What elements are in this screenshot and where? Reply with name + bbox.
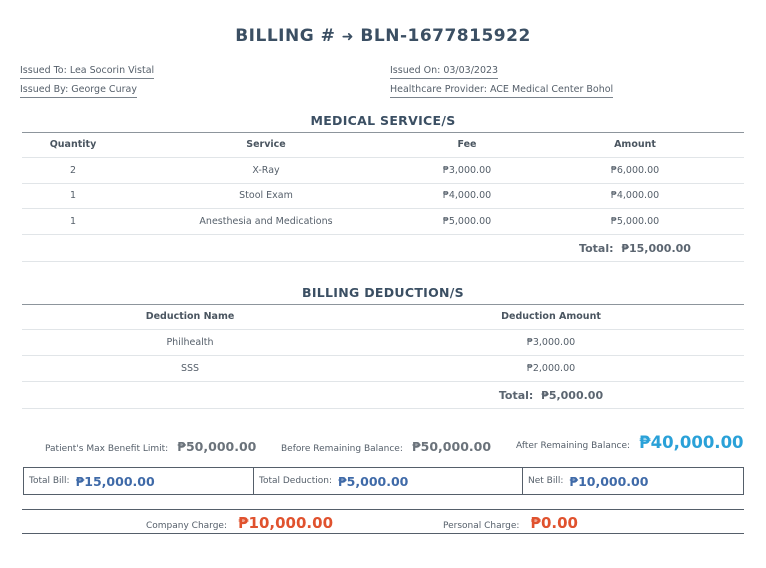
fee-cell: ₱3,000.00 xyxy=(442,165,492,176)
after-balance-value: ₱40,000.00 xyxy=(639,433,744,452)
fee-cell: ₱4,000.00 xyxy=(442,190,492,201)
after-balance-label: After Remaining Balance: xyxy=(516,441,631,451)
services-total-value: ₱15,000.00 xyxy=(621,242,691,255)
charges-row xyxy=(22,509,744,534)
max-benefit-limit xyxy=(45,436,256,455)
service-cell: X-Ray xyxy=(252,165,280,176)
quantity-cell: 1 xyxy=(69,216,77,227)
net-bill-box xyxy=(522,467,744,495)
before-balance-value: ₱50,000.00 xyxy=(411,439,492,454)
before-balance-label: Before Remaining Balance: xyxy=(281,444,403,454)
amount-cell: ₱4,000.00 xyxy=(610,190,660,201)
column-header-service: Service xyxy=(246,139,286,150)
services-total-label: Total: xyxy=(579,242,614,255)
total-bill-box xyxy=(23,467,254,495)
divider xyxy=(22,408,744,409)
amount-cell: ₱6,000.00 xyxy=(610,165,660,176)
billing-number: BLN-1677815922 xyxy=(360,26,531,46)
divider xyxy=(22,261,744,262)
column-header-quantity: Quantity xyxy=(49,139,97,150)
column-header-amount: Amount xyxy=(614,139,656,150)
service-cell: Stool Exam xyxy=(239,190,293,201)
divider xyxy=(22,304,744,305)
fee-cell: ₱5,000.00 xyxy=(442,216,492,227)
total-bill-value: ₱15,000.00 xyxy=(75,473,155,489)
company-charge-label: Company Charge: xyxy=(146,521,228,531)
deductions-total xyxy=(358,389,744,402)
column-header-deduction-name: Deduction Name xyxy=(145,311,235,322)
issued-to: Issued To: Lea Socorin Vistal xyxy=(20,65,154,79)
net-bill-label: Net Bill: xyxy=(528,476,564,486)
personal-charge-value: ₱0.00 xyxy=(530,514,578,532)
max-benefit-value: ₱50,000.00 xyxy=(177,439,257,454)
divider xyxy=(22,208,744,209)
issued-on: Issued On: 03/03/2023 xyxy=(390,65,498,79)
service-cell: Anesthesia and Medications xyxy=(199,216,333,227)
billing-deductions-title: BILLING DEDUCTION/S xyxy=(302,285,464,300)
deductions-total-value: ₱5,000.00 xyxy=(541,389,604,402)
arrow-right-icon: ➜ xyxy=(341,29,354,45)
quantity-cell: 2 xyxy=(69,165,77,176)
total-deduction-value: ₱5,000.00 xyxy=(337,473,409,489)
deduction-amount-cell: ₱3,000.00 xyxy=(526,337,576,348)
medical-services-title: MEDICAL SERVICE/S xyxy=(310,113,456,128)
divider xyxy=(22,381,744,382)
total-bill-label: Total Bill: xyxy=(29,476,70,486)
deduction-name-cell: SSS xyxy=(180,363,200,374)
personal-charge xyxy=(443,513,578,532)
quantity-cell: 1 xyxy=(69,190,77,201)
services-total xyxy=(526,242,744,255)
company-charge xyxy=(146,513,333,532)
page-title xyxy=(0,26,766,46)
divider xyxy=(22,157,744,158)
divider xyxy=(22,183,744,184)
column-header-deduction-amount: Deduction Amount xyxy=(501,311,601,322)
personal-charge-label: Personal Charge: xyxy=(443,521,520,531)
net-bill-value: ₱10,000.00 xyxy=(569,473,649,489)
deduction-amount-cell: ₱2,000.00 xyxy=(526,363,576,374)
billing-title-prefix: BILLING # xyxy=(235,26,336,46)
after-remaining-balance xyxy=(516,433,744,452)
healthcare-provider: Healthcare Provider: ACE Medical Center Bohol xyxy=(390,84,613,98)
amount-cell: ₱5,000.00 xyxy=(610,216,660,227)
total-deduction-label: Total Deduction: xyxy=(259,476,332,486)
company-charge-value: ₱10,000.00 xyxy=(238,514,334,532)
before-remaining-balance xyxy=(281,436,491,455)
divider xyxy=(22,234,744,235)
issued-by: Issued By: George Curay xyxy=(20,84,137,98)
total-deduction-box xyxy=(253,467,523,495)
column-header-fee: Fee xyxy=(457,139,477,150)
divider xyxy=(22,355,744,356)
divider xyxy=(22,329,744,330)
divider xyxy=(22,132,744,133)
deductions-total-label: Total: xyxy=(498,389,534,402)
max-benefit-label: Patient's Max Benefit Limit: xyxy=(45,444,169,454)
deduction-name-cell: Philhealth xyxy=(166,337,214,348)
